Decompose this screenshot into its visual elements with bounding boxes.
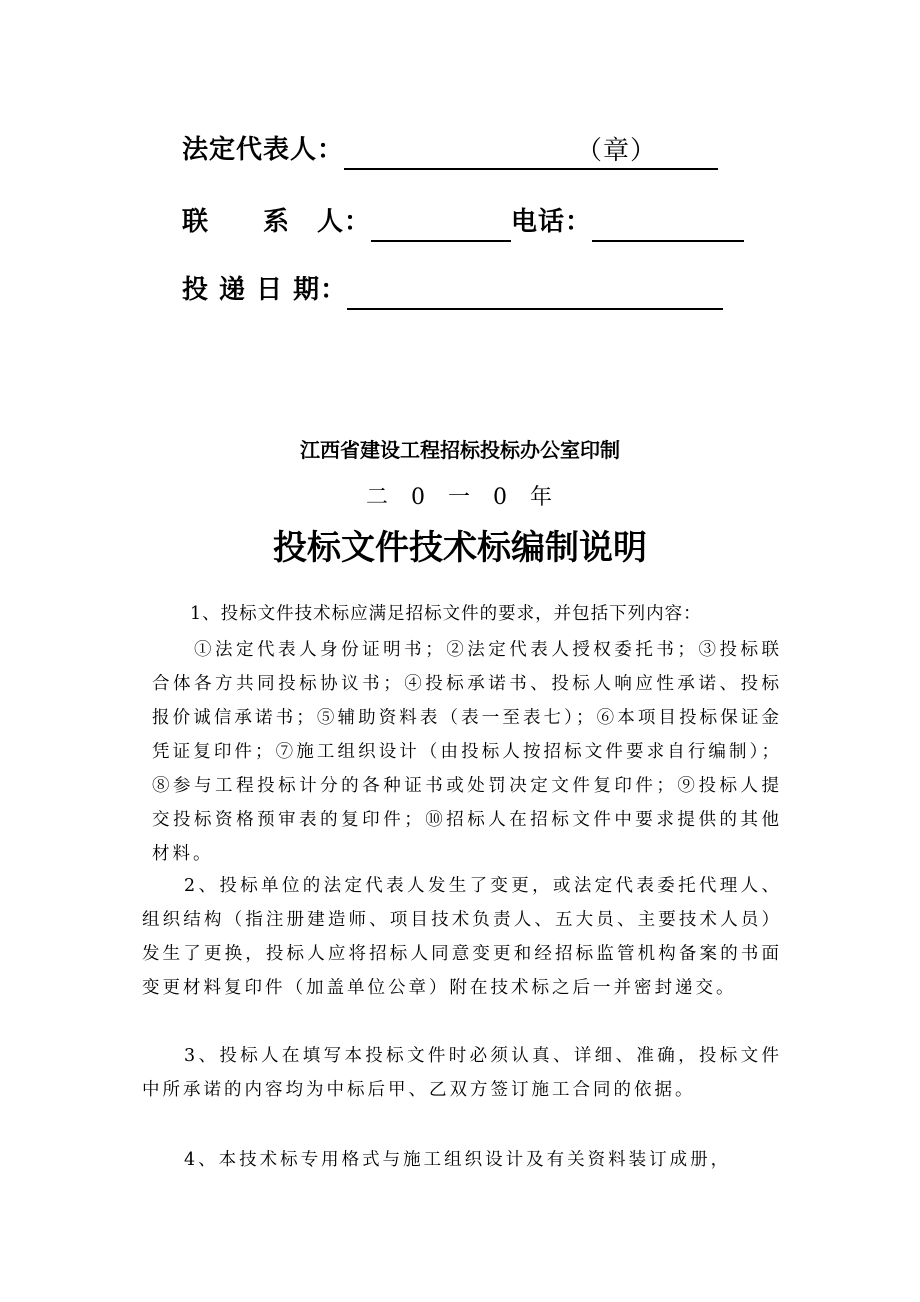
delivery-date-field[interactable] <box>347 274 723 310</box>
phone-label: 电话： <box>511 207 593 237</box>
document-title: 投标文件技术标编制说明 <box>273 528 647 568</box>
contact-row <box>182 202 744 242</box>
delivery-date-row <box>182 270 723 310</box>
legal-representative-row <box>182 130 718 170</box>
delivery-date-label: 投 递 日 期： <box>182 275 348 305</box>
contact-label: 联 系 人： <box>182 207 372 237</box>
seal-text: （章） <box>576 136 658 166</box>
phone-field[interactable] <box>592 206 744 242</box>
paragraph-2: 2、投标单位的法定代表人发生了变更，或法定代表委托代理人、组织结构（指注册建造师、项目技术负责人、五大员、主要技术人员）发生了更换，投标人应将招标人同意变更和经招标监管机构备案的书面变更材料复印件（加盖单位公章）附在技术标之后一并密封递交。 <box>142 876 782 998</box>
issuer-line: 江西省建设工程招标投标办公室印制 <box>300 438 620 462</box>
paragraph-4: 4、本技术标专用格式与施工组织设计及有关资料装订成册， <box>184 1150 732 1170</box>
paragraph-3: 3、投标人在填写本投标文件时必须认真、详细、准确，投标文件中所承诺的内容均为中标后甲、乙双方签订施工合同的依据。 <box>142 1046 782 1100</box>
paragraph-1-lead: 1、投标文件技术标应满足招标文件的要求，并包括下列内容： <box>190 604 702 624</box>
paragraph-1-list: ①法定代表人身份证明书；②法定代表人授权委托书；③投标联合体各方共同投标协议书；④投标承诺书、投标人响应性承诺、投标报价诚信承诺书；⑤辅助资料表（表一至表七）；⑥本项目投标保证金凭证复印件；⑦施工组织设计（由投标人按招标文件要求自行编制）；⑧参与工程投标计分的各种证书或处罚决定文件复印件；⑨投标人提交投标资格预审表的复印件；⑩招标人在招标文件中要求提供的其他材料。 <box>152 640 782 864</box>
legal-representative-label: 法定代表人： <box>182 135 345 165</box>
year-line: 二 0 一 0 年 <box>366 485 554 510</box>
contact-field[interactable] <box>371 206 511 242</box>
legal-representative-field[interactable] <box>344 134 718 170</box>
